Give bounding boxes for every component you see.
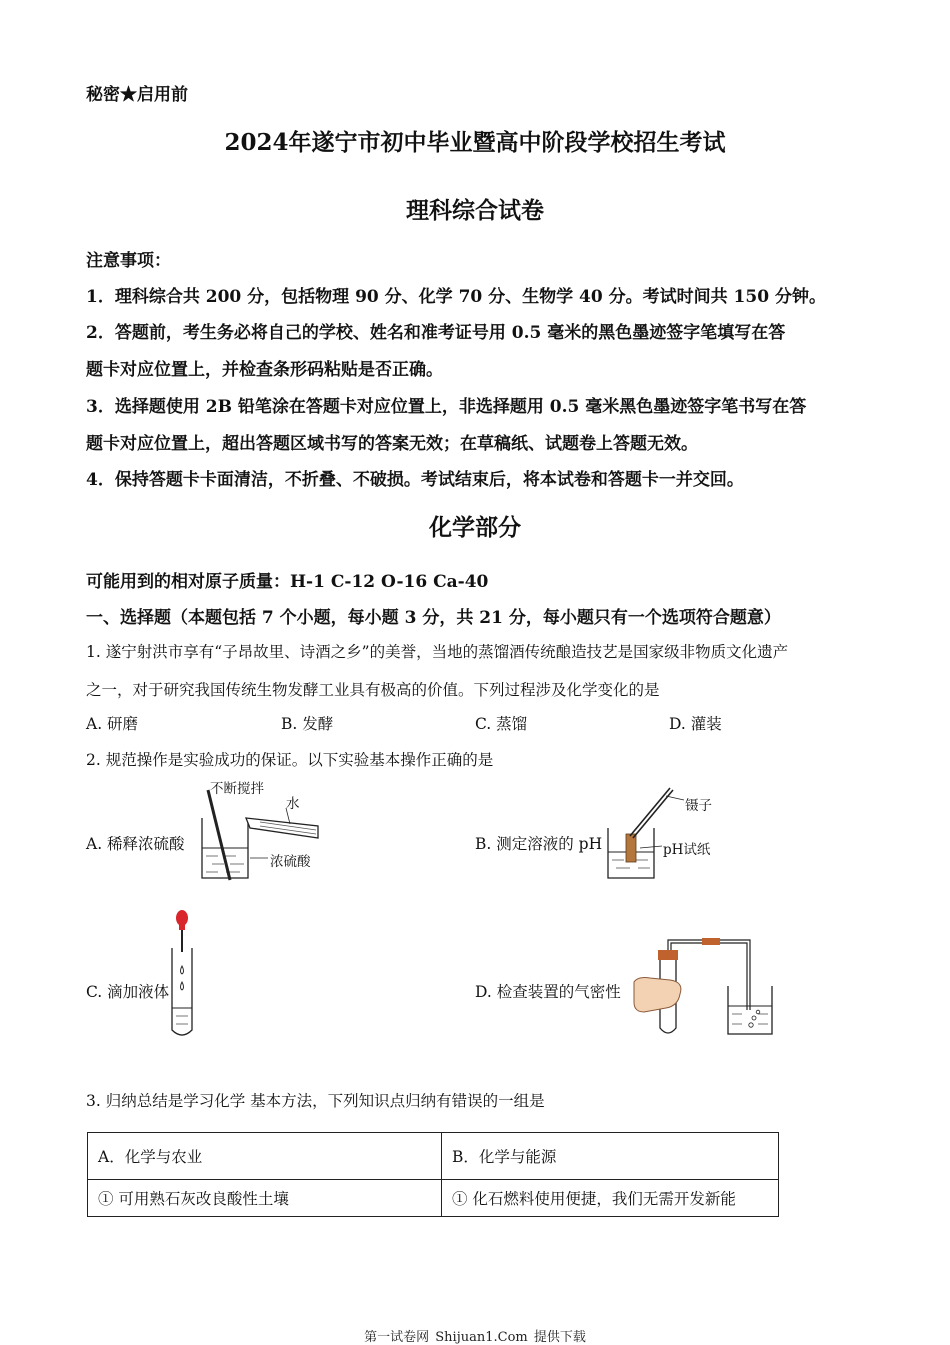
q2-option-a: A. 稀释浓硫酸 [86,835,185,853]
figure-ph-test [604,786,684,882]
label-stir: 不断搅拌 [210,781,264,797]
label-water: 水 [286,796,300,812]
q3-cell-b-row1: ① 化石燃料使用便捷，我们无需开发新能 [442,1180,779,1217]
q1-stem-line-1: 1. 遂宁射洪市享有“子昂故里、诗酒之乡”的美誉，当地的蒸馏酒传统酿造技艺是国家级非物质文化遗产 [86,643,789,661]
note-item-3-line-1: 3．选择题使用 2B 铅笔涂在答题卡对应位置上，非选择题用 0.5 毫米黑色墨迹签字笔书写在答 [86,397,807,417]
figure-dropper [168,908,198,1038]
q1-option-c: C. 蒸馏 [475,715,528,733]
label-ph-paper: pH试纸 [663,842,711,858]
q2-stem: 2. 规范操作是实验成功的保证。以下实验基本操作正确的是 [86,751,494,769]
q1-option-d: D. 灌装 [669,715,722,733]
atomic-mass-line: 可能用到的相对原子质量：H-1 C-12 O-16 Ca-40 [86,572,489,592]
note-item-2-line-1: 2．答题前，考生务必将自己的学校、姓名和准考证号用 0.5 毫米的黑色墨迹签字笔填写在答 [86,323,786,343]
q1-option-b: B. 发酵 [281,715,334,733]
note-item-3-line-2: 题卡对应位置上，超出答题区域书写的答案无效；在草稿纸、试题卷上答题无效。 [86,434,698,454]
q3-cell-a-head: A．化学与农业 [88,1133,442,1180]
label-tweezers: 镊子 [685,798,712,814]
figure-airtightness [630,932,780,1042]
label-conc-acid: 浓硫酸 [270,854,311,870]
exam-title: 2024年遂宁市初中毕业暨高中阶段学校招生考试 [224,129,726,156]
q3-cell-a-row1: ① 可用熟石灰改良酸性土壤 [88,1180,442,1217]
note-item-2-line-2: 题卡对应位置上，并检查条形码粘贴是否正确。 [86,360,443,380]
part-1-heading: 一、选择题（本题包括 7 个小题，每小题 3 分，共 21 分，每小题只有一个选项符合题意） [86,608,781,628]
q3-stem: 3. 归纳总结是学习化学 基本方法，下列知识点归纳有错误的一组是 [86,1092,545,1110]
exam-subtitle: 理科综合试卷 [406,197,544,224]
note-item-1: 1．理科综合共 200 分，包括物理 90 分、化学 70 分、生物学 40 分。考试时间共 150 分钟。 [86,287,826,307]
section-title: 化学部分 [429,514,521,541]
q1-stem-line-2: 之一，对于研究我国传统生物发酵工业具有极高的价值。下列过程涉及化学变化的是 [86,681,660,699]
page-footer: 第一试卷网 Shijuan1.Com 提供下载 [364,1330,586,1345]
note-item-4: 4．保持答题卡卡面清洁，不折叠、不破损。考试结束后，将本试卷和答题卡一并交回。 [86,470,744,490]
q3-cell-b-head: B．化学与能源 [442,1133,779,1180]
q1-option-a: A. 研磨 [86,715,139,733]
notes-heading: 注意事项： [86,251,171,271]
q2-option-d: D. 检查装置的气密性 [475,983,621,1001]
q2-option-c: C. 滴加液体 [86,983,170,1001]
q2-option-b: B. 测定溶液的 pH [475,835,603,853]
q3-table [87,1132,779,1217]
confidential-mark: 秘密★启用前 [86,85,188,105]
